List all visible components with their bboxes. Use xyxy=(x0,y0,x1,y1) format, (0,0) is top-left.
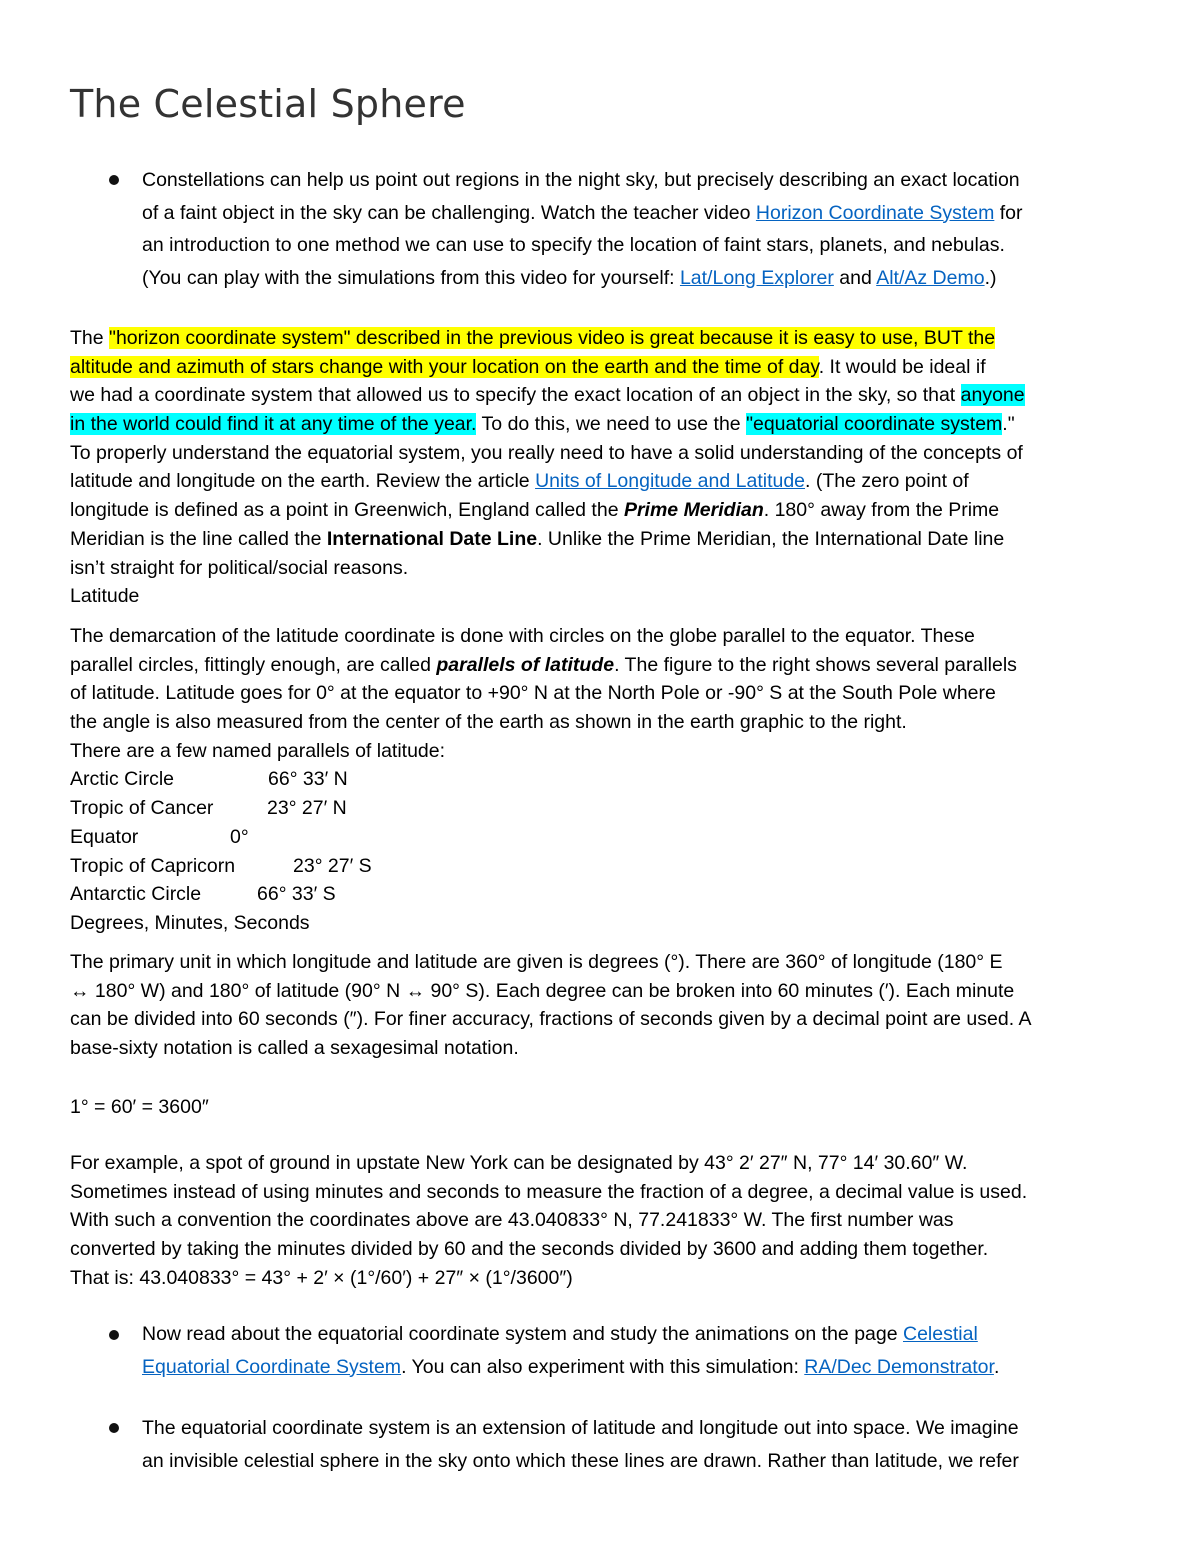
equation-conversion: 1° = 60′ = 3600″ xyxy=(70,1096,209,1118)
highlighted-text: in the world could find it at any time of the year. xyxy=(70,413,477,436)
parallel-row: Tropic of Cancer 23° 27′ N xyxy=(70,797,347,820)
heading-dms: Degrees, Minutes, Seconds xyxy=(70,911,310,934)
highlighted-text: "equatorial coordinate system xyxy=(746,413,1003,436)
link-alt-az-demo[interactable]: Alt/Az Demo xyxy=(876,266,985,289)
highlighted-text: "horizon coordinate system" described in the previous video is great because it is easy to use, BUT the xyxy=(109,327,996,349)
paragraph-latitude: The demarcation of the latitude coordinate is done with circles on the globe parallel to the equator. These parallel circles, fittingly enough, are called parallels of latitude. The figure to the right shows several parallels of latitude. Latitude goes for 0° at the equator to +90° N at the North Pole or -90° S at the South Pole where the angle is also measured from the center of the earth as shown in the earth graphic to the right. There are a few named parallels of latitude: Arctic Circle 66° 33′ N Tropic of Cancer 23° 27′ N Equator 0° Tropic of Capricorn 23° 27′ S Antarctic Circle 66° 33′ S Degrees, Minutes, Seconds xyxy=(70,622,1145,938)
link-celestial-equatorial[interactable]: Celestial xyxy=(903,1323,978,1345)
bullet-paragraph-read: Now read about the equatorial coordinate system and study the animations on the page Celestial Equatorial Coordinate System. You can also experiment with this simulation: RA/Dec Demonstrator. xyxy=(142,1323,1000,1378)
link-units-of-longitude-latitude[interactable]: Units of Longitude and Latitude xyxy=(535,470,806,493)
parallel-row: Tropic of Capricorn 23° 27′ S xyxy=(70,854,372,877)
highlighted-text: anyone xyxy=(960,384,1025,407)
paragraph-units: The primary unit in which longitude and latitude are given is degrees (°). There are 360° of longitude (180° E ↔ 180° W) and 180° of latitude (90° N ↔ 90° S). Each degree can be broken into 60 minutes (′). Each minute can be divided into 60 seconds (″). For finer accuracy, fractions of seconds given by a decimal point are used. A base-sixty notation is called a sexagesimal notation. xyxy=(70,951,1032,1060)
heading-latitude: Latitude xyxy=(70,585,140,608)
parallel-row: Arctic Circle 66° 33′ N xyxy=(70,768,348,791)
strong-international-date-line: International Date Line xyxy=(326,527,538,550)
parallel-row: Equator 0° xyxy=(70,825,249,848)
paragraph-equatorial-intro: The "horizon coordinate system" described in the previous video is great because it is easy to use, BUT the altitude and azimuth of stars change with your location on the earth and the time of day. It would be ideal if we had a coordinate system that allowed us to specify the exact location of an object in the sky, so that anyone in the world could find it at any time of the year. To do this, we need to use the "equatorial coordinate system." To properly understand the equatorial system, you really need to have a solid understanding of the concepts of latitude and longitude on the earth. Review the article Units of Longitude and Latitude. (The zero point of longitude is defined as a point in Greenwich, England called the Prime Meridian. 180° away from the Prime Meridian is the line called the International Date Line. Unlike the Prime Meridian, the International Date line isn’t straight for political/social reasons. Latitude xyxy=(70,327,1025,608)
link-ra-dec-demonstrator[interactable]: RA/Dec Demonstrator xyxy=(804,1355,994,1378)
bullet-paragraph-extension: The equatorial coordinate system is an extension of latitude and longitude out into space. We imagine an invisible celestial sphere in the sky onto which these lines are drawn. Rather than latitude, we refer xyxy=(142,1417,1019,1472)
emphasis-prime-meridian: Prime Meridian xyxy=(623,499,764,522)
bullet-icon xyxy=(109,1423,119,1433)
bullet-icon xyxy=(109,1330,119,1340)
paragraph-example: For example, a spot of ground in upstate New York can be designated by 43° 2′ 27″ N, 77° 14′ 30.60″ W. Sometimes instead of using minutes and seconds to measure the fraction of a degree, a decimal value is used. With such a convention the coordinates above are 43.040833° N, 77.241833° W. The first number was converted by taking the minutes divided by 60 and the seconds divided by 3600 and adding them together. That is: 43.040833° = 43° + 2′ × (1°/60′) + 27″ × (1°/3600″) xyxy=(70,1152,1028,1289)
highlighted-text: altitude and azimuth of stars change with your location on the earth and the time of day xyxy=(70,355,819,378)
emphasis-parallels-of-latitude: parallels of latitude xyxy=(436,653,615,676)
parallel-row: Antarctic Circle 66° 33′ S xyxy=(70,883,336,906)
link-celestial-equatorial[interactable]: Equatorial Coordinate System xyxy=(142,1355,402,1378)
bullet-paragraph-intro: Constellations can help us point out regions in the night sky, but precisely describing an exact location of a faint object in the sky can be challenging. Watch the teacher video Horizon Coordinate System for an introduction to one method we can use to specify the location of faint stars, planets, and nebulas. (You can play with the simulations from this video for yourself: Lat/Long Explorer and Alt/Az Demo.) xyxy=(142,169,1023,289)
link-horizon-coordinate-system[interactable]: Horizon Coordinate System xyxy=(755,201,995,224)
bullet-icon xyxy=(109,175,119,185)
page-title: The Celestial Sphere xyxy=(70,82,466,126)
link-lat-long-explorer[interactable]: Lat/Long Explorer xyxy=(679,266,834,289)
